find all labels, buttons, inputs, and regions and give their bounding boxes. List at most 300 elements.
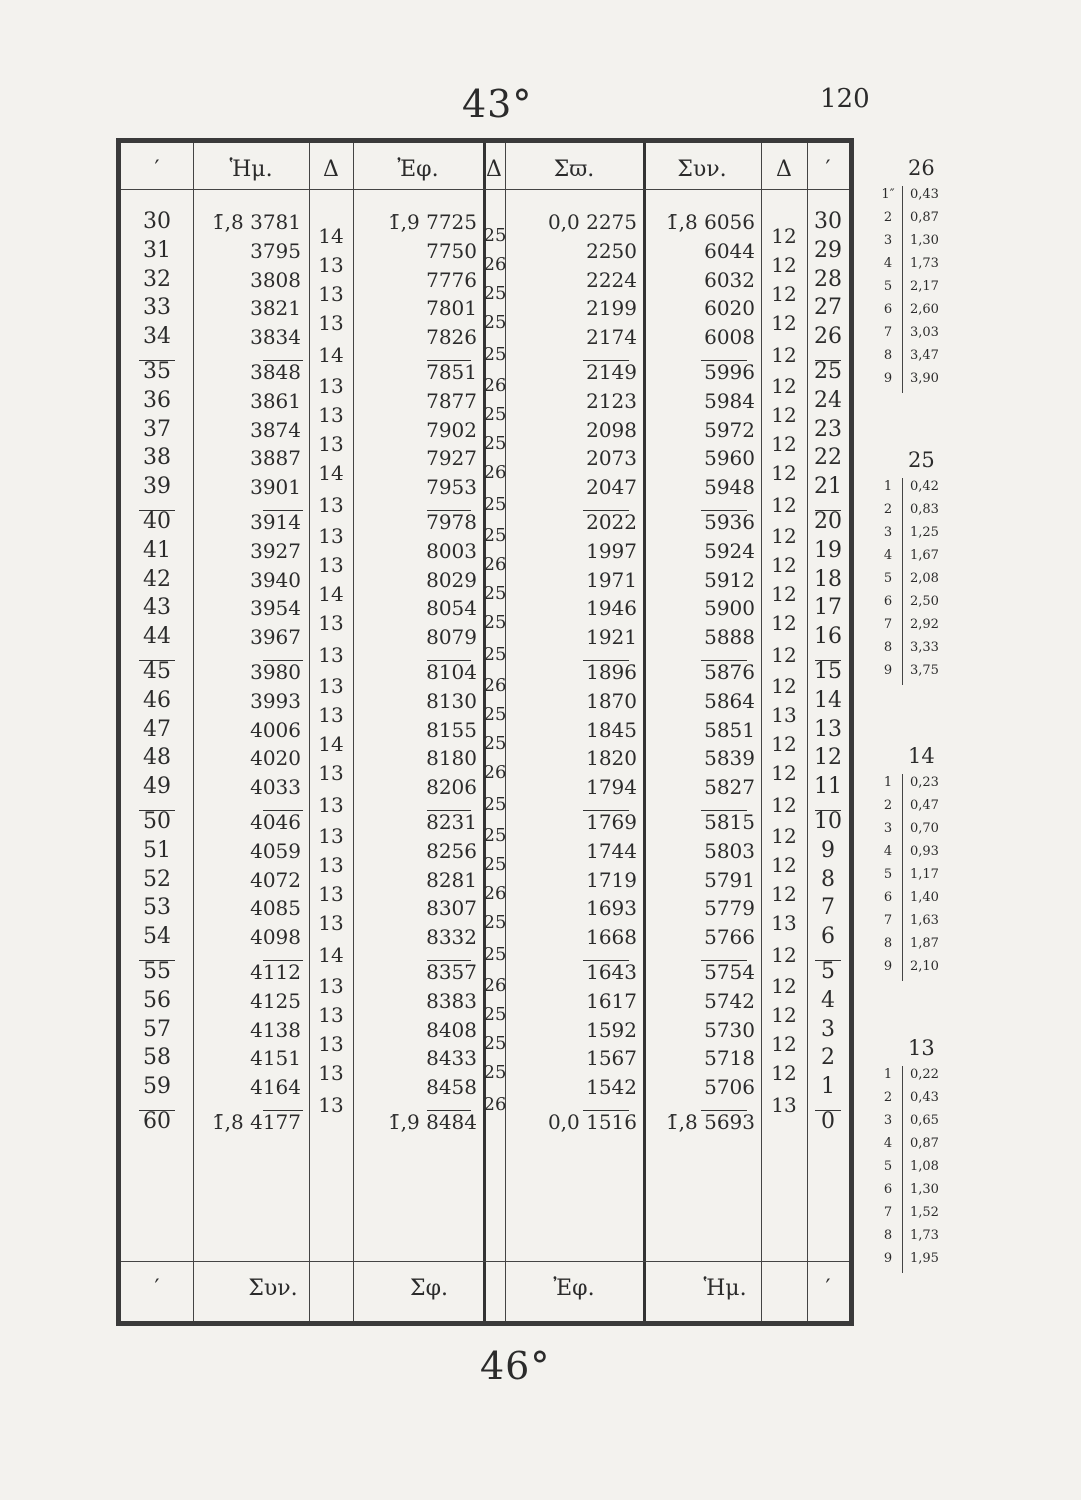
cosine-value: 5803 <box>704 838 755 863</box>
pp-value: 0,43 <box>910 187 939 202</box>
delta-sine: 13 <box>318 492 344 517</box>
pp-value: 1,73 <box>910 256 939 271</box>
pp-value: 1,25 <box>910 525 939 540</box>
delta-cosine: 12 <box>771 460 797 485</box>
tangent-value: 1̄,9 8484 <box>387 1110 477 1134</box>
delta-tangent: 26 <box>483 554 507 576</box>
cotangent-value: 2250 <box>586 238 637 263</box>
minute-left: 34 <box>143 324 171 350</box>
cosine-value: 5864 <box>704 688 755 713</box>
footer-sine: Ἡμ. <box>703 1276 747 1301</box>
minute-right: 10 <box>814 809 842 834</box>
minute-left: 51 <box>143 837 171 863</box>
header-cotangent: Σϖ. <box>553 157 595 182</box>
delta-tangent: 25 <box>483 283 507 304</box>
sine-value: 4085 <box>250 896 301 921</box>
minute-left: 59 <box>143 1074 171 1100</box>
pp-key: 2 <box>883 210 893 225</box>
sine-value: 1̄,8 4177 <box>211 1110 301 1134</box>
delta-sine: 13 <box>318 760 344 785</box>
delta-cosine: 12 <box>771 342 797 367</box>
delta-tangent: 25 <box>483 704 507 726</box>
tangent-value: 7927 <box>426 446 477 471</box>
minute-left: 57 <box>143 1016 171 1042</box>
minute-right: 22 <box>814 445 842 471</box>
pp-key: 1″ <box>881 187 895 202</box>
cosine-value: 5839 <box>704 746 755 771</box>
minute-left: 53 <box>143 895 171 921</box>
sine-value: 3940 <box>250 567 301 592</box>
minute-right: 0 <box>821 1109 835 1134</box>
delta-tangent: 25 <box>483 583 507 604</box>
delta-sine: 13 <box>318 853 344 878</box>
sine-value: 3795 <box>250 238 301 263</box>
delta-sine: 13 <box>318 703 344 728</box>
minute-right: 5 <box>821 959 835 984</box>
delta-cosine: 12 <box>771 853 797 878</box>
pp-value: 1,17 <box>910 867 939 882</box>
minute-left: 30 <box>143 209 171 234</box>
sine-value: 3993 <box>250 688 301 713</box>
minute-right: 20 <box>814 509 842 534</box>
tangent-value: 8180 <box>426 746 477 771</box>
delta-cosine: 12 <box>771 974 797 999</box>
footer-cosine: Συν. <box>248 1276 298 1301</box>
header-sine: Ἡμ. <box>229 157 273 182</box>
delta-sine: 14 <box>318 342 344 367</box>
tangent-value: 8281 <box>426 867 477 892</box>
pp-value: 1,73 <box>910 1228 939 1243</box>
tangent-value: 8408 <box>426 1017 477 1042</box>
minute-left: 47 <box>143 716 171 742</box>
pp-key: 8 <box>883 640 893 655</box>
cosine-value: 5996 <box>704 360 755 384</box>
pp-key: 4 <box>883 1136 893 1151</box>
sine-value: 3914 <box>250 510 301 534</box>
cotangent-value: 2047 <box>586 475 637 500</box>
delta-tangent: 25 <box>483 854 507 876</box>
cotangent-value: 1845 <box>586 717 637 742</box>
minute-right: 21 <box>814 474 842 500</box>
pp-value: 3,90 <box>910 371 939 386</box>
cotangent-value: 2149 <box>586 360 637 384</box>
page-number: 120 <box>820 84 870 114</box>
cotangent-value: 1719 <box>586 867 637 892</box>
sine-value: 3821 <box>250 296 301 321</box>
tangent-value: 7776 <box>426 267 477 292</box>
tangent-value: 8130 <box>426 688 477 713</box>
degree-bottom: 46° <box>480 1344 551 1388</box>
cosine-value: 6032 <box>704 267 755 292</box>
delta-tangent: 25 <box>483 1004 507 1026</box>
delta-cosine: 12 <box>771 732 797 756</box>
minute-left: 56 <box>143 987 171 1013</box>
cosine-value: 5900 <box>704 596 755 621</box>
pp-key: 5 <box>883 279 893 294</box>
tangent-value: 8206 <box>426 775 477 800</box>
pp-divider <box>902 774 903 981</box>
pp-value: 1,87 <box>910 936 939 951</box>
cosine-value: 5730 <box>704 1017 755 1042</box>
cosine-value: 5936 <box>704 510 755 534</box>
cosine-value: 5948 <box>704 475 755 500</box>
minute-left: 46 <box>143 687 171 713</box>
cosine-value: 5791 <box>704 867 755 892</box>
minute-left: 42 <box>143 566 171 592</box>
cosine-value: 5960 <box>704 446 755 471</box>
footer-minutes-right: ′ <box>825 1276 831 1301</box>
pp-value: 0,23 <box>910 775 939 790</box>
sine-value: 4138 <box>250 1017 301 1042</box>
cotangent-value: 0,0 2275 <box>547 210 637 234</box>
header-minutes-left: ′ <box>154 157 160 182</box>
sine-value: 4006 <box>250 717 301 742</box>
minute-right: 26 <box>814 324 842 350</box>
delta-tangent: 26 <box>483 675 507 697</box>
pp-value: 1,30 <box>910 1182 939 1197</box>
tangent-value: 7851 <box>426 360 477 384</box>
pp-key: 5 <box>883 571 893 586</box>
minute-left: 44 <box>143 624 171 650</box>
delta-sine: 13 <box>318 553 344 578</box>
delta-tangent: 25 <box>483 343 507 365</box>
pp-value: 0,22 <box>910 1067 939 1082</box>
pp-key: 7 <box>883 325 893 340</box>
delta-cosine: 12 <box>771 760 797 785</box>
trig-table <box>116 138 854 1326</box>
delta-tangent: 26 <box>483 375 507 397</box>
pp-value: 0,43 <box>910 1090 939 1105</box>
pp-key: 4 <box>883 548 893 563</box>
minute-left: 39 <box>143 474 171 500</box>
minute-left: 32 <box>143 266 171 292</box>
sine-value: 4164 <box>250 1075 301 1100</box>
cotangent-value: 2224 <box>586 267 637 292</box>
pp-value: 0,83 <box>910 502 939 517</box>
cosine-value: 5742 <box>704 988 755 1013</box>
pp-value: 2,50 <box>910 594 939 609</box>
minute-right: 3 <box>821 1016 835 1042</box>
delta-cosine: 12 <box>771 674 797 699</box>
delta-tangent: 26 <box>483 883 507 904</box>
pp-value: 2,10 <box>910 959 939 974</box>
cosine-value: 5718 <box>704 1046 755 1071</box>
minute-left: 49 <box>143 774 171 800</box>
delta-sine: 14 <box>318 732 344 756</box>
sine-value: 3967 <box>250 625 301 650</box>
cotangent-value: 1668 <box>586 925 637 950</box>
delta-tangent: 25 <box>483 1061 507 1083</box>
cosine-value: 5827 <box>704 775 755 800</box>
cotangent-value: 1769 <box>586 810 637 834</box>
cotangent-value: 1870 <box>586 688 637 713</box>
minute-right: 16 <box>814 624 842 650</box>
tangent-value: 8433 <box>426 1046 477 1071</box>
cosine-value: 1̄,8 6056 <box>665 210 755 234</box>
delta-tangent: 25 <box>483 943 507 965</box>
pp-key: 2 <box>883 1090 893 1105</box>
pp-key: 2 <box>883 798 893 813</box>
cotangent-value: 1946 <box>586 596 637 621</box>
pp-key: 3 <box>883 233 893 248</box>
pp-key: 3 <box>883 821 893 836</box>
minute-right: 15 <box>814 659 842 684</box>
tangent-value: 1̄,9 7725 <box>387 210 477 234</box>
tangent-value: 7826 <box>426 325 477 350</box>
pp-value: 2,08 <box>910 571 939 586</box>
delta-cosine: 12 <box>771 942 797 967</box>
sine-value: 4046 <box>250 810 301 834</box>
footer-cotangent: Σφ. <box>410 1276 448 1301</box>
pp-value: 1,08 <box>910 1159 939 1174</box>
sine-value: 4020 <box>250 746 301 771</box>
tangent-value: 8256 <box>426 838 477 863</box>
pp-key: 1 <box>883 775 893 790</box>
minute-left: 37 <box>143 416 171 442</box>
pp-value: 1,30 <box>910 233 939 248</box>
sine-value: 3834 <box>250 325 301 350</box>
cotangent-value: 1567 <box>586 1046 637 1071</box>
cotangent-value: 0,0 1516 <box>547 1110 637 1134</box>
pp-head: 13 <box>908 1036 935 1060</box>
pp-key: 4 <box>883 844 893 859</box>
cotangent-value: 1693 <box>586 896 637 921</box>
delta-sine: 13 <box>318 974 344 999</box>
pp-value: 0,65 <box>910 1113 939 1128</box>
minute-left: 41 <box>143 537 171 563</box>
pp-value: 0,47 <box>910 798 939 813</box>
cosine-value: 5888 <box>704 625 755 650</box>
tangent-value: 8155 <box>426 717 477 742</box>
sine-value: 3954 <box>250 596 301 621</box>
tangent-value: 7750 <box>426 238 477 263</box>
sine-value: 3874 <box>250 417 301 442</box>
pp-key: 4 <box>883 256 893 271</box>
cosine-value: 5876 <box>704 660 755 684</box>
delta-tangent: 26 <box>483 761 507 783</box>
header-delta-3: Δ <box>776 157 792 182</box>
pp-value: 3,33 <box>910 640 939 655</box>
cotangent-value: 2123 <box>586 388 637 413</box>
minute-right: 11 <box>814 774 842 800</box>
delta-tangent: 25 <box>483 611 507 633</box>
pp-value: 2,60 <box>910 302 939 317</box>
delta-tangent: 25 <box>483 493 507 515</box>
delta-sine: 13 <box>318 1032 344 1056</box>
minute-right: 25 <box>814 359 842 384</box>
cotangent-value: 1820 <box>586 746 637 771</box>
pp-key: 8 <box>883 936 893 951</box>
delta-sine: 13 <box>318 524 344 549</box>
delta-sine: 13 <box>318 910 344 935</box>
delta-cosine: 12 <box>771 1003 797 1028</box>
delta-cosine: 12 <box>771 374 797 399</box>
minute-left: 54 <box>143 924 171 950</box>
pp-key: 7 <box>883 617 893 632</box>
delta-tangent: 25 <box>483 311 507 333</box>
delta-cosine: 12 <box>771 524 797 549</box>
cosine-value: 5924 <box>704 538 755 563</box>
minute-left: 48 <box>143 745 171 771</box>
tangent-value: 8357 <box>426 960 477 984</box>
minute-right: 7 <box>821 895 835 921</box>
tangent-value: 8104 <box>426 660 477 684</box>
pp-head: 14 <box>908 744 935 768</box>
delta-tangent: 25 <box>483 404 507 426</box>
header-minutes-right: ′ <box>825 157 831 182</box>
delta-sine: 13 <box>318 824 344 849</box>
delta-tangent: 25 <box>483 733 507 754</box>
minute-left: 35 <box>143 359 171 384</box>
minute-right: 4 <box>821 987 835 1013</box>
delta-tangent: 25 <box>483 825 507 847</box>
pp-value: 3,47 <box>910 348 939 363</box>
pp-key: 9 <box>883 1251 893 1266</box>
minute-left: 33 <box>143 295 171 321</box>
delta-sine: 13 <box>318 403 344 428</box>
cotangent-value: 2174 <box>586 325 637 350</box>
pp-value: 0,70 <box>910 821 939 836</box>
pp-value: 1,67 <box>910 548 939 563</box>
delta-cosine: 12 <box>771 824 797 849</box>
cosine-value: 6020 <box>704 296 755 321</box>
delta-sine: 13 <box>318 792 344 817</box>
pp-key: 9 <box>883 959 893 974</box>
pp-key: 1 <box>883 1067 893 1082</box>
pp-value: 1,40 <box>910 890 939 905</box>
cotangent-value: 2073 <box>586 446 637 471</box>
pp-value: 1,63 <box>910 913 939 928</box>
pp-value: 3,03 <box>910 325 939 340</box>
cosine-value: 5912 <box>704 567 755 592</box>
sine-value: 4112 <box>250 960 301 984</box>
cotangent-value: 1744 <box>586 838 637 863</box>
pp-value: 0,87 <box>910 1136 939 1151</box>
cotangent-value: 1997 <box>586 538 637 563</box>
pp-key: 5 <box>883 1159 893 1174</box>
delta-sine: 14 <box>318 460 344 485</box>
tangent-value: 8029 <box>426 567 477 592</box>
tangent-value: 7978 <box>426 510 477 534</box>
delta-cosine: 12 <box>771 792 797 817</box>
minute-left: 50 <box>143 809 171 834</box>
delta-tangent: 25 <box>483 225 507 247</box>
minute-left: 60 <box>143 1109 171 1134</box>
pp-head: 25 <box>908 448 935 472</box>
tangent-value: 8332 <box>426 925 477 950</box>
sine-value: 3887 <box>250 446 301 471</box>
delta-cosine: 13 <box>771 910 797 935</box>
pp-key: 9 <box>883 663 893 678</box>
cotangent-value: 1617 <box>586 988 637 1013</box>
minute-left: 31 <box>143 237 171 263</box>
minute-left: 36 <box>143 387 171 413</box>
delta-cosine: 12 <box>771 1060 797 1085</box>
cosine-value: 5972 <box>704 417 755 442</box>
minute-right: 18 <box>814 566 842 592</box>
tangent-value: 8231 <box>426 810 477 834</box>
delta-tangent: 26 <box>483 975 507 997</box>
minute-right: 14 <box>814 687 842 713</box>
cosine-value: 1̄,8 5693 <box>665 1110 755 1134</box>
delta-sine: 14 <box>318 582 344 606</box>
pp-key: 7 <box>883 1205 893 1220</box>
pp-divider <box>902 478 903 685</box>
minute-left: 58 <box>143 1045 171 1071</box>
minute-right: 27 <box>814 295 842 321</box>
delta-cosine: 12 <box>771 1032 797 1056</box>
delta-cosine: 13 <box>771 703 797 728</box>
cosine-value: 5851 <box>704 717 755 742</box>
cotangent-value: 1971 <box>586 567 637 592</box>
minute-right: 24 <box>814 387 842 413</box>
minute-left: 52 <box>143 866 171 892</box>
cotangent-value: 1643 <box>586 960 637 984</box>
minute-left: 55 <box>143 959 171 984</box>
pp-value: 0,42 <box>910 479 939 494</box>
delta-tangent: 26 <box>483 254 507 276</box>
cotangent-value: 2098 <box>586 417 637 442</box>
header-tangent: Ἐφ. <box>397 157 439 182</box>
tangent-value: 7877 <box>426 388 477 413</box>
pp-value: 0,87 <box>910 210 939 225</box>
cosine-value: 5706 <box>704 1075 755 1100</box>
pp-key: 9 <box>883 371 893 386</box>
minute-right: 9 <box>821 837 835 863</box>
tangent-value: 7801 <box>426 296 477 321</box>
pp-key: 8 <box>883 1228 893 1243</box>
delta-tangent: 26 <box>483 1093 507 1115</box>
pp-key: 3 <box>883 1113 893 1128</box>
minute-right: 6 <box>821 924 835 950</box>
sine-value: 3861 <box>250 388 301 413</box>
sine-value: 4072 <box>250 867 301 892</box>
pp-value: 2,17 <box>910 279 939 294</box>
minute-right: 23 <box>814 416 842 442</box>
delta-tangent: 25 <box>483 1033 507 1054</box>
minute-right: 17 <box>814 595 842 621</box>
delta-sine: 13 <box>318 1003 344 1028</box>
pp-key: 6 <box>883 890 893 905</box>
tangent-value: 8383 <box>426 988 477 1013</box>
minute-left: 40 <box>143 509 171 534</box>
pp-key: 2 <box>883 502 893 517</box>
pp-key: 1 <box>883 479 893 494</box>
tangent-value: 8458 <box>426 1075 477 1100</box>
header-delta-1: Δ <box>323 157 339 182</box>
sine-value: 3808 <box>250 267 301 292</box>
delta-sine: 13 <box>318 253 344 278</box>
header-cosine: Συν. <box>677 157 727 182</box>
delta-sine: 14 <box>318 224 344 249</box>
minute-right: 19 <box>814 537 842 563</box>
pp-value: 0,93 <box>910 844 939 859</box>
cotangent-value: 2022 <box>586 510 637 534</box>
cotangent-value: 1921 <box>586 625 637 650</box>
tangent-value: 7953 <box>426 475 477 500</box>
pp-key: 5 <box>883 867 893 882</box>
delta-cosine: 12 <box>771 610 797 635</box>
delta-sine: 13 <box>318 432 344 456</box>
pp-divider <box>902 186 903 393</box>
delta-tangent: 25 <box>483 643 507 665</box>
delta-cosine: 12 <box>771 582 797 606</box>
sine-value: 3848 <box>250 360 301 384</box>
cosine-value: 5766 <box>704 925 755 950</box>
cotangent-value: 1542 <box>586 1075 637 1100</box>
delta-sine: 13 <box>318 882 344 906</box>
delta-sine: 14 <box>318 942 344 967</box>
